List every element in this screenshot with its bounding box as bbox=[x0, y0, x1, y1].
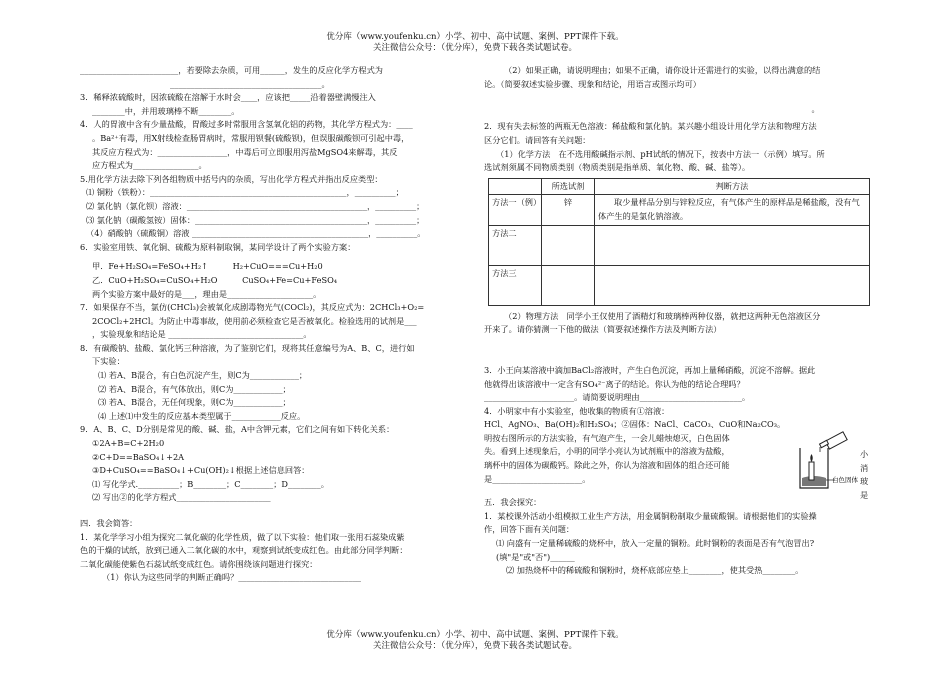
text-line: ，实验现象和结论是 _________________________________。 bbox=[92, 329, 312, 340]
table-header-cell bbox=[489, 178, 542, 195]
text-line: ⑶ 若A、B混合，无任何现象，则C为____________； bbox=[98, 397, 291, 408]
text-line: 作，回答下面有关问题： bbox=[484, 524, 575, 535]
candle-icon bbox=[809, 454, 814, 480]
text-line: 1．某化学学习小组为探究二氧化碳的化学性质，做了以下实验：他们取一张用石蕊染成紫 bbox=[80, 531, 405, 542]
text-line: 1．某校课外活动小组模拟工业生产方法，用金属铜粉制取少量硫酸铜。请根据他们的实验操 bbox=[484, 510, 817, 521]
apparatus-label: 白色固体 bbox=[832, 476, 858, 484]
text-line bbox=[484, 350, 870, 364]
text-line: （4）硝酸钠（硫酸铜）溶液 ___________________________________________，__________。 bbox=[86, 228, 426, 239]
apparatus-figure bbox=[790, 430, 858, 494]
table-cell: 锌 bbox=[542, 195, 595, 225]
page-footer bbox=[0, 630, 950, 652]
text-line bbox=[484, 337, 870, 351]
text-line: ________中，并用玻璃棒不断________。 bbox=[92, 105, 240, 116]
table-cell[interactable] bbox=[542, 265, 595, 305]
table-cell[interactable] bbox=[542, 225, 595, 265]
table-row bbox=[489, 225, 870, 265]
table-header-cell: 判断方法 bbox=[595, 178, 870, 195]
equation-line: 甲．Fe+H₂SO₄=FeSO₄+H₂↑ H₂+CuO===Cu+H₂0 bbox=[92, 261, 323, 272]
table-row bbox=[489, 195, 870, 225]
table-cell: 方法二 bbox=[489, 225, 542, 265]
question-3-right: 3．小王向某溶液中滴加BaCl₂溶液时，产生白色沉淀，再加上量稀硝酸，沉淀不溶解。据此 bbox=[484, 364, 816, 375]
footer-line-1: 优分库（www.youfenku.cn）小学、初中、高中试题、案例、PPT课件下载。 bbox=[326, 630, 624, 640]
text-line: ⑷ 上述⑴中发生的反应基本类型属于____________反应。 bbox=[98, 410, 306, 421]
table-cell: 方法三 bbox=[489, 265, 542, 305]
text-line: ⑵ 加热烧杯中的稀硫酸和铜粉时，烧杯底部应垫上________，使其受热________。 bbox=[506, 565, 804, 576]
question-4: 4．人的胃液中含有少量盐酸，胃酸过多时常服用含氢氧化铝的药物，其化学方程式为：____ bbox=[80, 119, 413, 130]
side-char: 玻 bbox=[860, 476, 869, 487]
right-column bbox=[484, 64, 870, 578]
equation-line: ③D+CuSO₄==BaSO₄↓+Cu(OH)₂↓根据上述信息回答： bbox=[92, 465, 310, 476]
text-line: 选试剂须属不同物质类别（物质类别是指单质、氧化物、酸、碱、盐等）。 bbox=[484, 162, 751, 173]
side-char: 消 bbox=[860, 462, 869, 473]
table-cell: 取少量样品分别与锌粒反应，有气体产生的原样品是稀盐酸，没有气体产生的是氯化钠溶液。 bbox=[595, 195, 870, 225]
text-line: 他就得出该溶液中一定含有SO₄²⁻离子的结论。你认为他的结论合理吗？ bbox=[484, 378, 745, 389]
text-line: ⑵ 若A、B混合，有气体放出，则C为____________； bbox=[98, 383, 291, 394]
text-line: ⑵ 氯化钠（氯化钡）溶液：____________________________________________，__________； bbox=[86, 200, 425, 211]
q4-side-chars bbox=[860, 448, 868, 502]
question-4-right: 4．小明家中有小实验室，他收集的物质有①溶液： bbox=[484, 405, 670, 416]
text-line: 璃杯中的固体为碳酸钙。除此之外，你认为溶液和固体的组合还可能 bbox=[484, 460, 730, 471]
header-line-1: 优分库（www.youfenku.cn）小学、初中、高中试题、案例、PPT课件下载。 bbox=[326, 32, 624, 42]
text-line: （2）如果正确，请说明理由；如果不正确，请你设计还需进行的实验，以得出满意的结 bbox=[504, 65, 821, 75]
text-line: _____________________________________。 bbox=[170, 78, 330, 89]
text-line: 区分它们。请回答有关问题： bbox=[484, 134, 591, 145]
text-line: ⑴ 铜粉（铁粉）：________________________________________________，__________； bbox=[86, 187, 404, 198]
text-line: ______________________。请简要说明理由_________________________。 bbox=[484, 392, 751, 403]
text-line: 其反应方程式为：_________________，中毒后可立即服用泻盐MgSO4来解毒，其反 bbox=[92, 146, 398, 157]
text-line: 明按右图所示的方法实验，有气泡产生，一会儿蜡烛熄灭，白色固体 bbox=[484, 432, 730, 443]
text-line: 应方程式为________________。 bbox=[92, 160, 207, 171]
text-line: 是______________________。 bbox=[484, 473, 591, 484]
text-line: 。 bbox=[484, 103, 820, 114]
text-line: 色的干燥的试纸，放到已通入二氧化碳的水中，观察到试纸变成红色。由此部分同学判断： bbox=[80, 545, 408, 556]
text-line: （1）你认为这些同学的判断正确吗？______________________________ bbox=[102, 572, 362, 583]
section-5-title: 五．我会探究： bbox=[484, 497, 542, 508]
text-line: HCl、AgNO₃、Ba(OH)₂和H₂SO₄；②固体：NaCl、CaCO₃、CuO和Na₂CO₃。 bbox=[484, 419, 786, 430]
dropper-bottle-icon bbox=[820, 432, 848, 449]
footer-line-2: 关注微信公众号：（优分库），免费下载各类试题试卷。 bbox=[372, 641, 577, 651]
side-char: 小 bbox=[860, 449, 869, 459]
question-9: 9．A、B、C、D分别是常见的酸、碱、盐，A中含钾元素，它们之间有如下转化关系： bbox=[80, 424, 395, 435]
equation-line: ①2A+B=C+2H₂0 bbox=[92, 438, 165, 449]
question-3: 3．稀释浓硫酸时，因浓硫酸在溶解于水时会____，应该把_____沿着器壁满慢注入 bbox=[80, 92, 376, 103]
equation-line: 乙．CuO+H₂SO₄=CuSO₄+H₂O CuSO₄+Fe=Cu+FeSO₄ bbox=[92, 274, 338, 285]
table-header-cell: 所选试剂 bbox=[542, 178, 595, 195]
text-line: 2COCl₂+2HCl。为防止中毒事故，使用前必须检查它是否被氧化。检验选用的试剂是___ bbox=[92, 315, 417, 326]
text-line: ⑴ 向盛有一定量稀硫酸的烧杯中，放入一定量的铜粉。此时铜粉的表面是否有气泡冒出? bbox=[496, 538, 815, 549]
question-8: 8．有碳酸钠、盐酸、氯化钙三种溶液，为了鉴别它们，现将其任意编号为A、B、C，进行如 bbox=[80, 342, 415, 353]
table-header-row bbox=[489, 178, 870, 195]
question-6: 6．实验室用铁、氧化铜、硫酸为原料制取铜，某同学设计了两个实验方案： bbox=[80, 241, 356, 252]
text-line: 下实验： bbox=[92, 356, 125, 367]
text-line: 。Ba²⁺有毒，用X射线检查肠胃病时，常服用钡餐(硫酸钡)，但误服碳酸钡可引起中毒， bbox=[92, 132, 410, 143]
text-line: ⑶ 氯化钠（碳酸氢铵）固体：__________________________________________，__________； bbox=[86, 214, 425, 225]
text-line: (填"是"或"否")______ bbox=[496, 551, 575, 562]
text-line: ⑴ 若A、B混合，有白色沉淀产生，则C为____________； bbox=[98, 370, 308, 381]
question-5: 5.用化学方法去除下列各组物质中括号内的杂质，写出化学方程式并指出反应类型： bbox=[80, 173, 383, 184]
text-line: ⑵ 写出②的化学方程式_______________________ bbox=[92, 492, 271, 503]
text-line: 开来了。请你猜测一下他的做法（简要叙述操作方法及判断方法） bbox=[484, 324, 722, 335]
question-7: 7．如果保存不当，氯仿(CHCl₃)会被氧化成剧毒物光气(COCl₂)，其反应式为：2CHCl₃+O₂= bbox=[80, 302, 425, 313]
text-line: 两个实验方案中最好的是___，理由是_____________________。 bbox=[92, 288, 322, 299]
text-line: （1）化学方法 在不选用酸碱指示剂、pH试纸的情况下，按表中方法一（示例）填写。所 bbox=[496, 148, 825, 159]
side-char: 是 bbox=[860, 489, 869, 500]
question-2: 2．现有失去标签的两瓶无色溶液：稀盐酸和氯化钠。某兴趣小组设计用化学方法和物理方法 bbox=[484, 121, 817, 132]
text-line: 失。看到上述现象后，小明的同学小亮认为试剂瓶中的溶液为盐酸， bbox=[484, 446, 730, 457]
table-row bbox=[489, 265, 870, 305]
text-line: ________________________，若要除去杂质，可用______，发生的反应化学方程式为 bbox=[80, 65, 383, 75]
table-cell[interactable] bbox=[595, 225, 870, 265]
header-line-2: 关注微信公众号：（优分库），免费下载各类试题试卷。 bbox=[372, 43, 577, 53]
text-line: （2）物理方法 同学小王仅使用了酒精灯和玻璃棒两种仪器，就把这两种无色溶液区分 bbox=[504, 310, 821, 321]
left-column bbox=[80, 64, 475, 585]
text-line: 论。（简要叙述实验步骤、现象和结论，用语言或图示均可） bbox=[484, 78, 701, 89]
text-line: ⑴ 写化学式.__________；B________；C________；D________。 bbox=[92, 478, 329, 489]
equation-line: ②C+D==BaSO₄↓+2A bbox=[92, 451, 185, 462]
method-table bbox=[488, 178, 870, 306]
text-line: 二氧化碳能使紫色石蕊试纸变成红色。请你围绕该问题进行探究： bbox=[80, 558, 318, 569]
section-4-title: 四．我会简答： bbox=[80, 518, 138, 528]
table-cell[interactable] bbox=[595, 265, 870, 305]
page-header bbox=[0, 32, 950, 54]
table-cell: 方法一（例） bbox=[489, 195, 542, 225]
